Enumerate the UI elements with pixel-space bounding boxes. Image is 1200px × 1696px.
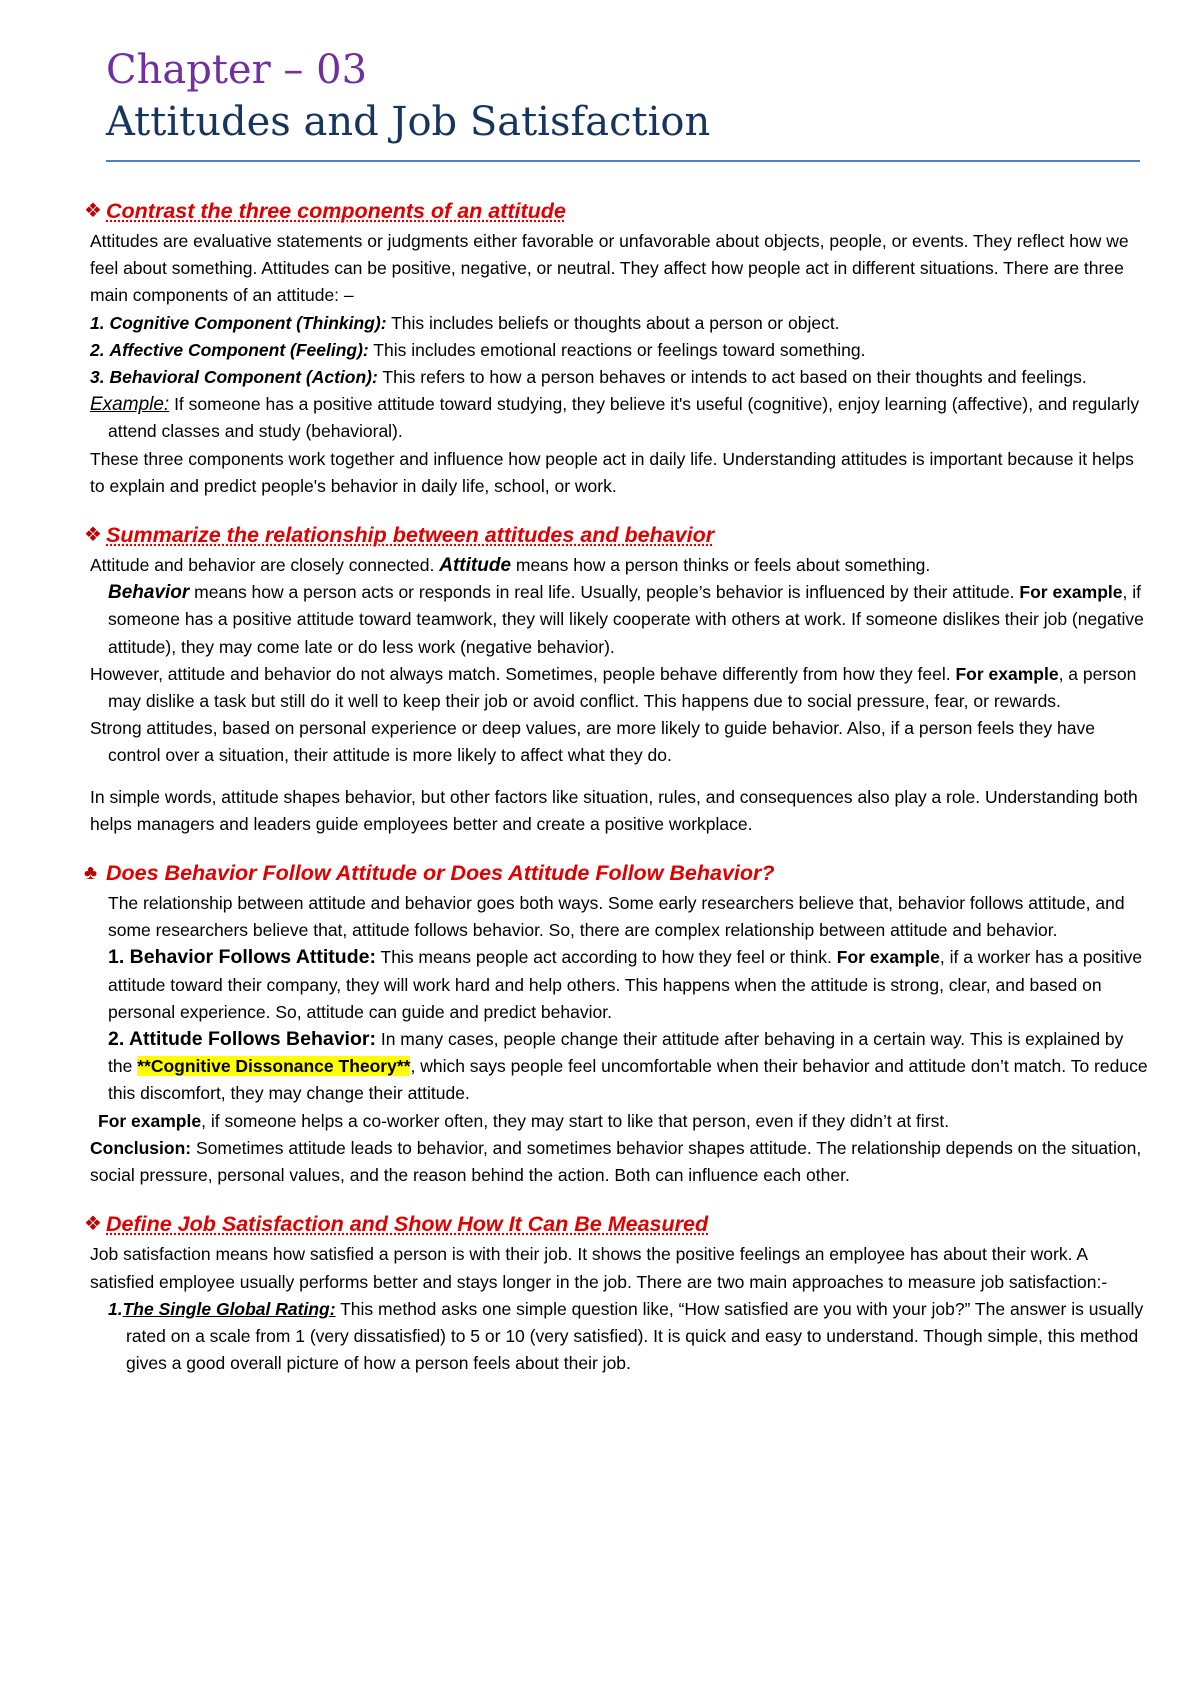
text-run: However, attitude and behavior do not always match. Sometimes, people behave differently from how they feel. [90,663,951,684]
term-label: 2. Attitude Follows Behavior: [108,1028,376,1051]
paragraph: Strong attitudes, based on personal experience or deep values, are more likely to guide behavior. Also, if a person feels they have control over a situation, their attitude is more likely to affect what they do. [90,718,1095,766]
bold-term: Behavior [108,582,190,604]
term-text: This includes beliefs or thoughts about a person or object. [386,312,840,333]
list-number: 1. [108,1298,123,1319]
list-item [90,310,1150,337]
section-heading-direction [84,856,1150,890]
list-item [90,337,1150,364]
section-heading-text: Contrast the three components of an attitude [106,199,566,223]
list-item [90,1296,1150,1378]
section-heading-text: Summarize the relationship between attitudes and behavior [106,523,715,548]
term-label: The Single Global Rating: [122,1298,336,1319]
title-underline-divider [106,160,1140,162]
text-run: , which says people feel uncomfortable when their behavior and attitude don’t match. To reduce this discomfort, they may change their attitude. [108,1056,1148,1104]
bold-term: For example [98,1110,202,1131]
page-title: Attitudes and Job Satisfaction [106,99,711,145]
paragraph [90,552,1150,579]
list-number: 2. [90,339,105,360]
term-text: This includes emotional reactions or feelings toward something. [368,339,866,360]
list-item [90,1026,1150,1108]
term-label: 1. Behavior Follows Attitude: [108,946,376,969]
section-heading-text: Define Job Satisfaction and Show How It Can Be Measured [106,1212,709,1237]
paragraph [90,1108,1150,1135]
chapter-label: Chapter – 03 [106,47,368,93]
text-run: Attitude and behavior are closely connected. [90,555,440,576]
paragraph [90,579,1150,661]
club-bullet-icon: ♣ [84,862,98,885]
paragraph: In simple words, attitude shapes behavior, but other factors like situation, rules, and consequences also play a role. Understanding both helps managers and leaders guide employees better and create a positive workplace. [90,786,1138,834]
example-paragraph [90,391,1150,445]
diamond-bullet-icon: ❖ [84,200,102,222]
section-heading-text: Does Behavior Follow Attitude or Does Attitude Follow Behavior? [106,861,775,886]
paragraph: The relationship between attitude and behavior goes both ways. Some early researchers believe that, behavior follows attitude, and some researchers believe that, attitude follows behavior. So, there are complex relationship between attitude and behavior. [108,893,1125,941]
text-run: , a person may dislike a task but still do it well to keep their job or avoid conflict. This happens due to social pressure, fear, or rewards. [108,663,1137,712]
text-run: means how a person acts or responds in real life. Usually, people’s behavior is influenced by their attitude. [189,582,1020,603]
diamond-bullet-icon: ❖ [84,1213,102,1236]
list-number: 3. [90,367,105,388]
section-heading-job-satisfaction [84,1207,1150,1241]
list-number: 1. [90,312,105,333]
section-heading-components [84,194,1150,228]
paragraph: Attitudes are evaluative statements or judgments either favorable or unfavorable about objects, people, or events. They reflect how we feel about something. Attitudes can be positive, negative, or neutral. They affect how people act in different situations. There are three main components of an attitude: – [90,231,1129,306]
text-run: This method asks one simple question like, “How satisfied are you with your job?” The answer is usually rated on a scale from 1 (very dissatisfied) to 5 or 10 (very satisfied). It is quick and easy to understand. Though simple, this method gives a good overall picture of how a person feels about their job. [126,1298,1144,1374]
document-body [84,194,1150,1377]
section-heading-relationship [84,518,1150,552]
bold-term: For example [1019,582,1123,603]
term-text: This refers to how a person behaves or intends to act based on their thoughts and feelings. [377,367,1087,388]
text-run: Sometimes attitude leads to behavior, and sometimes behavior shapes attitude. The relationship depends on the situation, social pressure, personal values, and the reason behind the action. Both can influence each other. [90,1137,1142,1186]
text-run: In many cases, people change their attitude after behaving in a certain way. This is explained by the [108,1029,1124,1077]
paragraph: These three components work together and influence how people act in daily life. Understanding attitudes is important because it helps to explain and predict people's behavior in daily life, school, or work. [90,448,1134,496]
bold-term: Attitude [439,555,512,577]
text-run: , if a worker has a positive attitude toward their company, they will work hard and help others. This happens when the attitude is strong, clear, and based on personal experience. So, attitude can guide and predict behavior. [108,947,1143,1022]
paragraph [90,1135,1150,1189]
title-block [106,44,1140,148]
bold-term: For example [955,663,1059,684]
diamond-bullet-icon: ❖ [84,524,102,547]
term-label: Cognitive Component (Thinking): [109,312,387,333]
term-label: Behavioral Component (Action): [109,367,378,388]
list-item [90,944,1150,1026]
bold-term: For example [836,947,940,968]
text-run: , if someone has a positive attitude toward teamwork, they will likely cooperate with others at work. If someone dislikes their job (negative attitude), they may come late or do less work (negative behavior). [108,582,1144,657]
paragraph [90,661,1150,715]
text-run: means how a person thinks or feels about something. [511,555,931,576]
list-item [90,364,1150,391]
term-label: Affective Component (Feeling): [109,339,369,360]
text-run: This means people act according to how they feel or think. [375,947,837,968]
highlighted-term: **Cognitive Dissonance Theory** [137,1056,411,1077]
text-run: , if someone helps a co-worker often, they may start to like that person, even if they didn’t at first. [201,1110,950,1131]
example-label: Example: [90,394,170,416]
paragraph: Job satisfaction means how satisfied a person is with their job. It shows the positive feelings an employee has about their work. A satisfied employee usually performs better and stays longer in the job. There are two main approaches to measure job satisfaction:- [90,1244,1108,1292]
bold-term: Conclusion: [90,1137,192,1158]
example-text: If someone has a positive attitude toward studying, they believe it's useful (cognitive), enjoy learning (affective), and regularly attend classes and study (behavioral). [108,394,1140,442]
